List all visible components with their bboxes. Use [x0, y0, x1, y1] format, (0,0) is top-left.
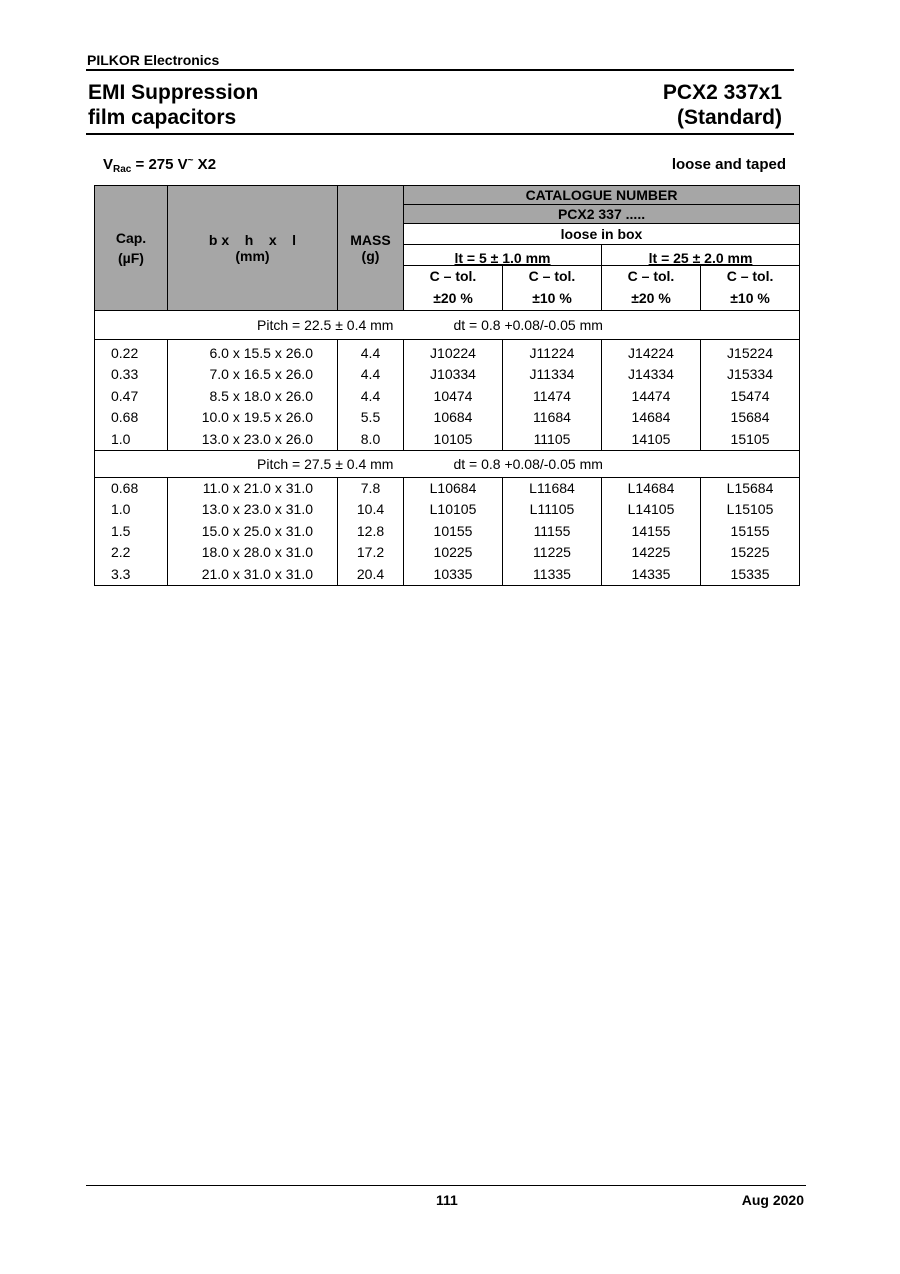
part-cell: 11335	[503, 564, 602, 586]
part-cell: 10155	[404, 521, 503, 542]
part-cell: 14335	[602, 564, 701, 586]
series-header: PCX2 337 .....	[404, 205, 800, 224]
part-cell: J14224	[602, 340, 701, 365]
mass-cell: 4.4	[338, 386, 404, 407]
dim-cell: 13.0 x 23.0 x 31.0	[168, 499, 338, 520]
tol-10-header-1: ±10 %	[503, 286, 602, 311]
part-cell: 11225	[503, 542, 602, 563]
part-cell: 10684	[404, 407, 503, 428]
table-row	[95, 542, 800, 563]
part-cell: L14684	[602, 478, 701, 500]
dt-value: dt = 0.8 +0.08/-0.05 mm	[453, 456, 603, 473]
cap-cell: 0.22	[95, 340, 168, 365]
mass-cell: 20.4	[338, 564, 404, 586]
cap-label: Cap.	[115, 230, 147, 246]
cap-header	[95, 186, 168, 311]
tol-20-header-2: ±20 %	[602, 286, 701, 311]
part-cell: L10684	[404, 478, 503, 500]
pitch-row-1	[95, 311, 800, 340]
part-cell: 15335	[701, 564, 800, 586]
part-cell: L14105	[602, 499, 701, 520]
title-line-1: EMI Suppression	[88, 81, 259, 104]
part-cell: 14155	[602, 521, 701, 542]
title-rule	[86, 133, 794, 135]
pitch-value: Pitch = 22.5 ± 0.4 mm	[257, 317, 394, 333]
table-row	[95, 564, 800, 586]
catalogue-table	[94, 185, 800, 586]
dim-cell: 7.0 x 16.5 x 26.0	[168, 364, 338, 385]
part-cell: J10224	[404, 340, 503, 365]
ac-symbol: ~	[187, 155, 194, 166]
voltage-class: X2	[193, 156, 217, 173]
cap-cell: 3.3	[95, 564, 168, 586]
part-cell: J15334	[701, 364, 800, 385]
cap-cell: 0.68	[95, 478, 168, 500]
mass-cell: 4.4	[338, 340, 404, 365]
title-line-2: film capacitors	[88, 106, 237, 129]
cap-unit: (µF)	[118, 250, 144, 266]
mass-cell: 4.4	[338, 364, 404, 385]
pitch-value: Pitch = 27.5 ± 0.4 mm	[257, 456, 394, 473]
table-row	[95, 429, 800, 451]
catalogue-number-header: CATALOGUE NUMBER	[404, 186, 800, 205]
cap-cell: 1.0	[95, 429, 168, 451]
part-cell: 10474	[404, 386, 503, 407]
table-row	[95, 478, 800, 500]
ctol-header-4: C – tol.	[701, 266, 800, 287]
tol-20-header-1: ±20 %	[404, 286, 503, 311]
part-cell: J10334	[404, 364, 503, 385]
dim-cell: 18.0 x 28.0 x 31.0	[168, 542, 338, 563]
footer-rule	[86, 1185, 806, 1186]
mass-cell: 5.5	[338, 407, 404, 428]
part-cell: L15105	[701, 499, 800, 520]
part-cell: J15224	[701, 340, 800, 365]
dim-cell: 6.0 x 15.5 x 26.0	[168, 340, 338, 365]
part-cell: 15225	[701, 542, 800, 563]
product-line-2: (Standard)	[677, 106, 782, 129]
voltage-subscript: Rac	[113, 164, 132, 175]
voltage-value: = 275 V	[131, 156, 188, 173]
cap-cell: 0.68	[95, 407, 168, 428]
part-cell: 11684	[503, 407, 602, 428]
cap-cell: 0.33	[95, 364, 168, 385]
mass-cell: 17.2	[338, 542, 404, 563]
rated-voltage	[103, 156, 216, 173]
part-cell: 14105	[602, 429, 701, 451]
part-cell: 10335	[404, 564, 503, 586]
part-cell: 10225	[404, 542, 503, 563]
part-cell: 15474	[701, 386, 800, 407]
dimensions-header	[168, 186, 338, 311]
part-cell: J14334	[602, 364, 701, 385]
table-row	[95, 386, 800, 407]
dim-cell: 8.5 x 18.0 x 26.0	[168, 386, 338, 407]
cap-cell: 0.47	[95, 386, 168, 407]
part-cell: 11105	[503, 429, 602, 451]
mass-label: MASS	[350, 232, 391, 248]
product-line-1: PCX2 337x1	[662, 81, 782, 104]
part-cell: L15684	[701, 478, 800, 500]
mass-cell: 8.0	[338, 429, 404, 451]
document-title	[88, 80, 258, 130]
tol-10-header-2: ±10 %	[701, 286, 800, 311]
part-cell: 15155	[701, 521, 800, 542]
dim-cell: 21.0 x 31.0 x 31.0	[168, 564, 338, 586]
table-row	[95, 499, 800, 520]
part-cell: L10105	[404, 499, 503, 520]
dim-unit: (mm)	[235, 248, 270, 264]
company-name: PILKOR Electronics	[87, 52, 220, 68]
pitch-row-2	[95, 451, 800, 478]
dim-cell: 11.0 x 21.0 x 31.0	[168, 478, 338, 500]
part-cell: 10105	[404, 429, 503, 451]
mass-cell: 12.8	[338, 521, 404, 542]
part-cell: 11474	[503, 386, 602, 407]
dt-value: dt = 0.8 +0.08/-0.05 mm	[453, 317, 603, 333]
part-cell: J11224	[503, 340, 602, 365]
issue-date: Aug 2020	[741, 1192, 804, 1208]
voltage-symbol: V	[103, 156, 114, 173]
mass-unit: (g)	[361, 248, 380, 264]
cap-cell: 1.0	[95, 499, 168, 520]
part-cell: 14474	[602, 386, 701, 407]
cap-cell: 1.5	[95, 521, 168, 542]
dim-cell: 13.0 x 23.0 x 26.0	[168, 429, 338, 451]
lead-length-25-header: lt = 25 ± 2.0 mm	[602, 245, 800, 266]
header-rule	[86, 69, 794, 71]
lead-length-5-header: lt = 5 ± 1.0 mm	[404, 245, 602, 266]
table-row	[95, 407, 800, 428]
product-code	[663, 80, 782, 130]
ctol-header-1: C – tol.	[404, 266, 503, 287]
ctol-header-2: C – tol.	[503, 266, 602, 287]
cap-cell: 2.2	[95, 542, 168, 563]
part-cell: 15684	[701, 407, 800, 428]
mass-cell: 10.4	[338, 499, 404, 520]
table-row	[95, 364, 800, 385]
dim-label: b x h x l	[208, 232, 297, 248]
ctol-header-3: C – tol.	[602, 266, 701, 287]
mass-header	[338, 186, 404, 311]
dim-cell: 10.0 x 19.5 x 26.0	[168, 407, 338, 428]
table-row	[95, 340, 800, 365]
part-cell: 14225	[602, 542, 701, 563]
table-row	[95, 521, 800, 542]
packaging-label: loose and taped	[671, 156, 786, 173]
dim-cell: 15.0 x 25.0 x 31.0	[168, 521, 338, 542]
part-cell: 15105	[701, 429, 800, 451]
part-cell: 11155	[503, 521, 602, 542]
part-cell: J11334	[503, 364, 602, 385]
loose-in-box-header: loose in box	[404, 224, 800, 245]
page-number: 111	[436, 1192, 458, 1208]
part-cell: 14684	[602, 407, 701, 428]
part-cell: L11105	[503, 499, 602, 520]
part-cell: L11684	[503, 478, 602, 500]
mass-cell: 7.8	[338, 478, 404, 500]
